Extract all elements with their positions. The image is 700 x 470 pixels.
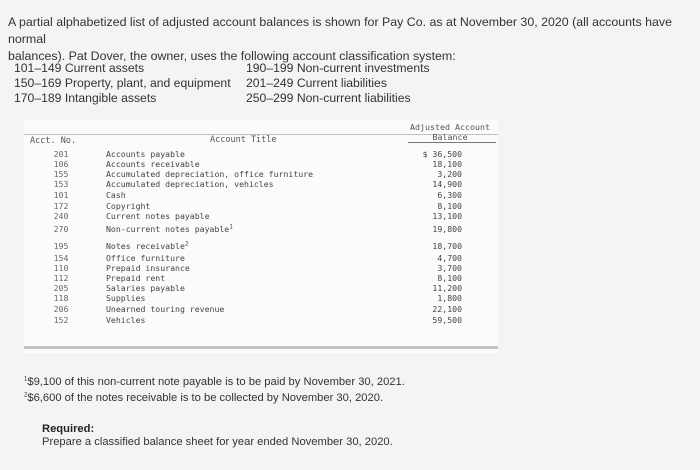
class-noncurrent-liabilities: 250–299 Non-current liabilities [246,91,411,105]
account-balances-table [24,120,498,353]
balance-cell: 4,700 [437,253,462,263]
account-title-text: Prepaid rent [106,273,166,283]
intro-line-2: balances). Pat Dover, the owner, uses the following account classification system: [8,49,456,63]
footnote-2-mark: 2 [24,392,28,399]
acct-no-cell: 112 [53,273,69,283]
required-text: Prepare a classified balance sheet for year ended November 30, 2020. [42,436,393,448]
account-title-text: Office furniture [106,253,185,263]
account-title-text: Accumulated depreciation, office furniture [106,169,314,179]
balance-cell: 59,500 [432,315,462,325]
table-row [24,223,498,235]
balance-cell: 1,800 [437,293,462,303]
account-title-text: Accounts receivable [106,159,200,169]
header-balance-line-1: Adjusted Account [410,122,490,132]
account-title-text: Non-current notes payable [106,224,230,234]
balance-cell: $ 36,500 [422,149,462,159]
account-title-cell [106,223,233,235]
balance-cell: 11,200 [432,283,462,293]
classification-left-column [14,61,231,106]
footnote-1-mark: 1 [24,376,28,383]
balance-cell: 6,300 [437,190,462,200]
required-label: Required: [42,423,95,435]
account-title-text: Current notes payable [106,211,210,221]
balance-cell: 22,100 [432,304,462,314]
acct-no-cell: 154 [53,253,69,263]
acct-no-cell: 172 [53,201,69,211]
balance-cell: 19,800 [432,224,462,234]
acct-no-cell: 106 [53,159,69,169]
acct-no-cell: 195 [53,241,69,251]
table-row [24,210,498,222]
class-noncurrent-investments: 190–199 Non-current investments [246,61,430,75]
account-title-cell [106,314,145,326]
classification-right-column [246,61,430,106]
account-title-cell [106,210,210,222]
footnote-1-text: $9,100 of this non-current note payable is to be paid by November 30, 2021. [27,376,405,388]
footnotes [24,374,684,406]
account-title-text: Prepaid insurance [106,263,190,273]
acct-no-cell: 118 [53,293,69,303]
acct-no-cell: 201 [53,149,69,159]
footnote-2 [24,390,684,406]
header-account-title: Account Title [210,135,277,145]
account-title-text: Cash [106,190,126,200]
acct-no-cell: 206 [53,304,69,314]
class-intangible: 170–189 Intangible assets [14,91,157,105]
problem-intro [8,14,698,65]
acct-no-cell: 153 [53,179,69,189]
footnote-1 [24,374,684,390]
intro-line-1: A partial alphabetized list of adjusted account balances is shown for Pay Co. as at November 30, 2020 (all accounts have normal [8,15,672,46]
balance-cell: 8,100 [437,201,462,211]
balance-cell: 3,200 [437,169,462,179]
balance-cell: 3,700 [437,263,462,273]
header-acct-no: Acct. No. [30,136,77,146]
footnote-ref: 2 [184,240,189,248]
required-section [42,423,682,449]
acct-no-cell: 101 [53,190,69,200]
class-ppe: 150–169 Property, plant, and equipment [14,76,231,90]
account-title-text: Copyright [106,201,151,211]
acct-no-cell: 155 [53,169,69,179]
acct-no-cell: 270 [53,224,69,234]
footnote-ref: 1 [229,223,233,231]
balance-cell: 13,100 [432,211,462,221]
account-title-text: Vehicles [106,315,146,325]
account-title-text: Salaries payable [106,283,185,293]
acct-no-cell: 240 [53,211,69,221]
balance-cell: 8,100 [437,273,462,283]
class-current-assets: 101–149 Current assets [14,61,145,75]
account-title-text: Accumulated depreciation, vehicles [106,179,274,189]
balance-cell: 14,900 [432,179,462,189]
account-title-text: Accounts payable [106,149,185,159]
account-title-text: Unearned touring revenue [106,304,225,314]
account-title-text: Notes receivable [106,241,185,251]
table-bottom-border [24,346,498,349]
footnote-2-text: $6,600 of the notes receivable is to be collected by November 30, 2020. [27,392,384,404]
class-current-liabilities: 201–249 Current liabilities [246,76,387,90]
header-balance-line-2: Balance [432,132,468,142]
table-row [24,314,498,326]
acct-no-cell: 110 [53,263,69,273]
table-row [24,240,498,252]
header-balance [402,122,498,142]
acct-no-cell: 152 [53,315,69,325]
acct-no-cell: 205 [53,283,69,293]
balance-header-rule [408,142,496,143]
account-title-text: Supplies [106,293,146,303]
balance-cell: 18,100 [432,159,462,169]
account-title-cell [106,240,189,252]
balance-cell: 18,700 [432,241,462,251]
